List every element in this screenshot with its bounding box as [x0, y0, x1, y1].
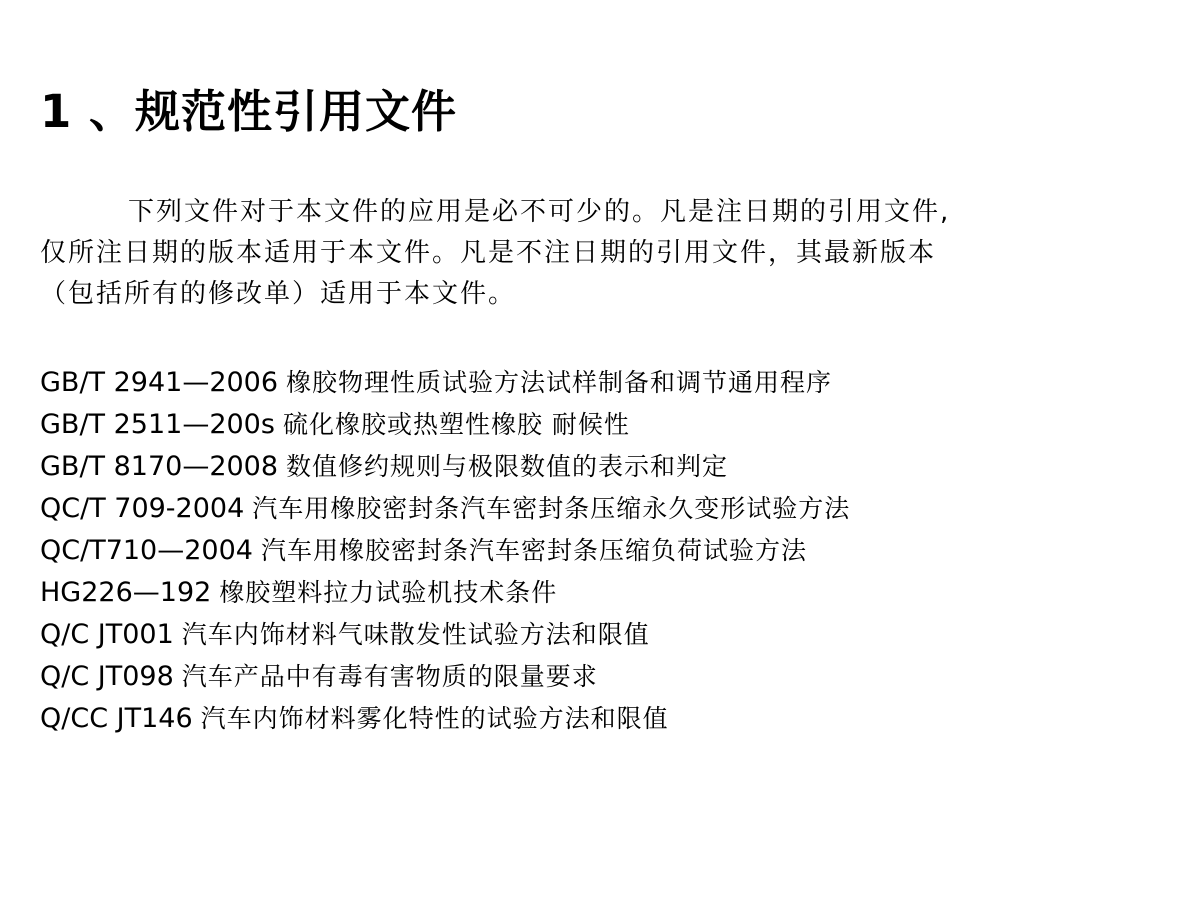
reference-title: 数值修约规则与极限数值的表示和判定: [286, 452, 729, 481]
reference-code: Q/CC JT146: [40, 703, 193, 734]
reference-title: 汽车产品中有毒有害物质的限量要求: [181, 662, 598, 691]
reference-code: GB/T 2941—2006: [40, 367, 279, 398]
reference-code: Q/C JT001: [40, 619, 174, 650]
reference-item: [40, 530, 1160, 572]
reference-code: GB/T 8170—2008: [40, 451, 279, 482]
reference-list: [40, 362, 1160, 740]
reference-code: QC/T710—2004: [40, 535, 253, 566]
reference-title: 汽车用橡胶密封条汽车密封条压缩负荷试验方法: [260, 536, 807, 565]
reference-code: GB/T 2511—200s: [40, 409, 275, 440]
intro-line: （包括所有的修改单）适用于本文件。: [40, 279, 517, 309]
reference-title: 汽车内饰材料雾化特性的试验方法和限值: [200, 704, 669, 733]
reference-title: 汽车用橡胶密封条汽车密封条压缩永久变形试验方法: [252, 494, 851, 523]
reference-item: [40, 656, 1160, 698]
reference-code: HG226—192: [40, 577, 212, 608]
reference-item: [40, 614, 1160, 656]
reference-code: QC/T 709-2004: [40, 493, 245, 524]
intro-line: 下列文件对于本文件的应用是必不可少的。凡是注日期的引用文件,: [128, 197, 951, 227]
intro-line: 仅所注日期的版本适用于本文件。凡是不注日期的引用文件，其最新版本: [40, 238, 937, 268]
reference-code: Q/C JT098: [40, 661, 174, 692]
reference-item: [40, 404, 1160, 446]
reference-title: 硫化橡胶或热塑性橡胶 耐候性: [282, 410, 630, 439]
reference-title: 橡胶物理性质试验方法试样制备和调节通用程序: [286, 368, 833, 397]
reference-item: [40, 572, 1160, 614]
section-title: 1 、规范性引用文件: [40, 85, 457, 138]
reference-item: [40, 488, 1160, 530]
reference-item: [40, 362, 1160, 404]
reference-item: [40, 698, 1160, 740]
reference-title: 汽车内饰材料气味散发性试验方法和限值: [181, 620, 650, 649]
reference-item: [40, 446, 1160, 488]
reference-title: 橡胶塑料拉力试验机技术条件: [219, 578, 558, 607]
intro-paragraph: [40, 192, 1120, 315]
